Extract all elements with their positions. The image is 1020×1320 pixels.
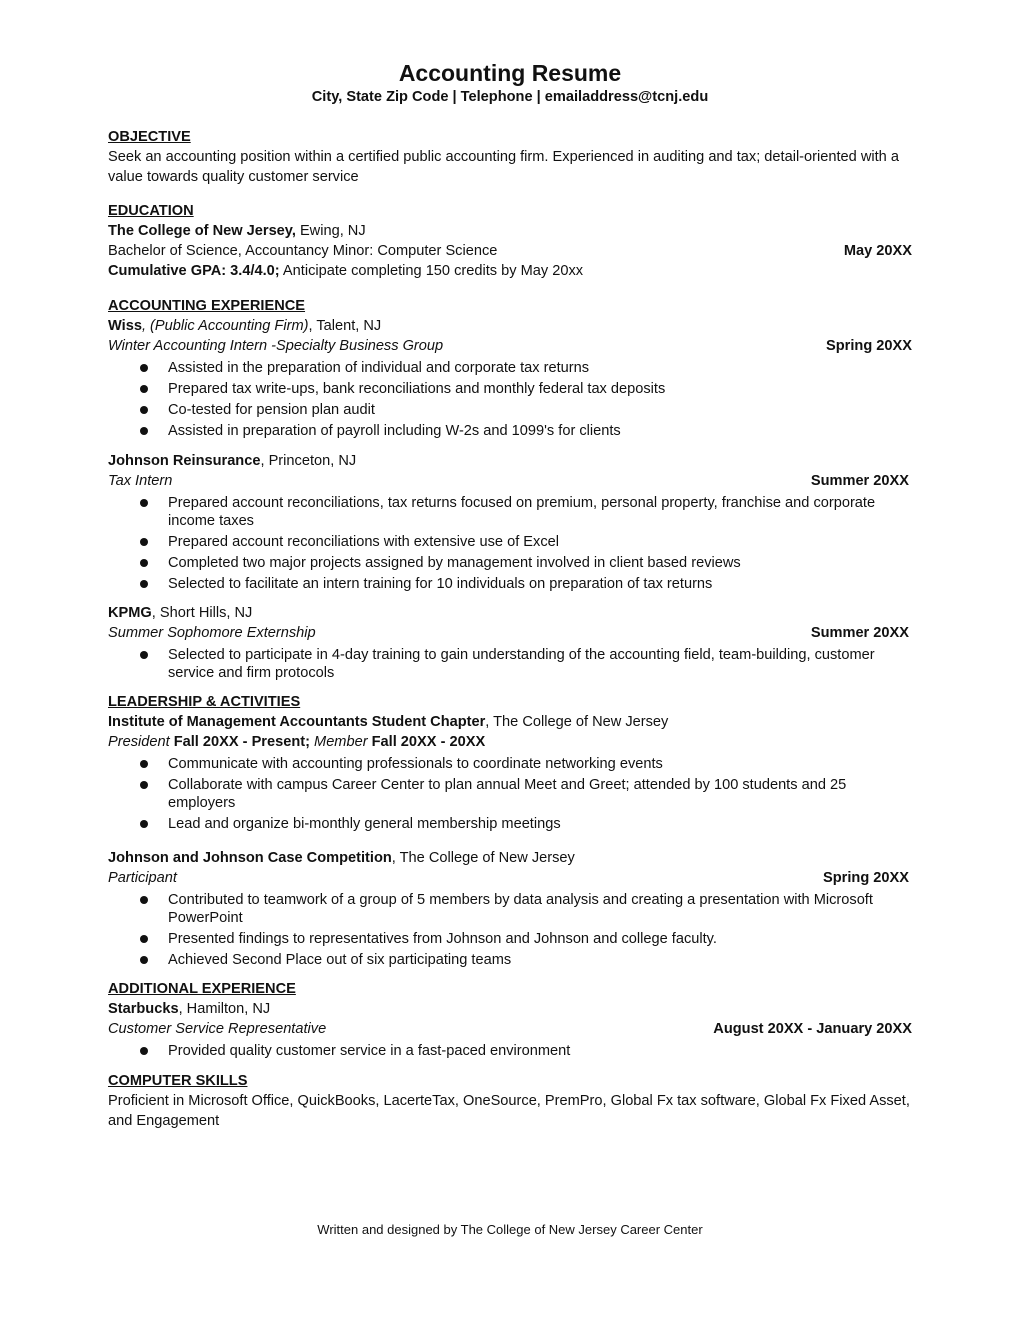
activity-date: Fall 20XX - 20XX bbox=[367, 734, 486, 750]
activity-bullets bbox=[108, 755, 912, 833]
job-role-row bbox=[108, 336, 912, 356]
computer-skills-section bbox=[108, 1071, 912, 1131]
job-role: Summer Sophomore Externship bbox=[108, 625, 316, 641]
activity-entry-case-competition bbox=[108, 848, 912, 972]
activity-date: Spring 20XX bbox=[823, 870, 909, 886]
additional-location: , Hamilton, NJ bbox=[178, 1001, 271, 1017]
additional-org: Starbucks bbox=[108, 1001, 179, 1017]
gpa-line bbox=[108, 261, 912, 281]
job-location: , Short Hills, NJ bbox=[151, 605, 253, 621]
leadership-heading: LEADERSHIP & ACTIVITIES bbox=[108, 694, 301, 710]
job-role: Tax Intern bbox=[108, 473, 173, 489]
education-heading: EDUCATION bbox=[108, 203, 194, 219]
activity-role-row bbox=[108, 868, 912, 888]
activity-org: Institute of Management Accountants Student Chapter bbox=[108, 714, 486, 730]
job-location: , Talent, NJ bbox=[308, 318, 382, 334]
job-org-note: , (Public Accounting Firm) bbox=[141, 318, 309, 334]
list-item: Collaborate with campus Career Center to plan annual Meet and Greet; attended by 100 students and 25 employers bbox=[108, 776, 912, 812]
additional-heading: ADDITIONAL EXPERIENCE bbox=[108, 981, 296, 997]
accounting-heading: ACCOUNTING EXPERIENCE bbox=[108, 298, 306, 314]
degree-text: Bachelor of Science, Accountancy Minor: Computer Science bbox=[108, 243, 498, 259]
additional-org-line bbox=[108, 999, 912, 1019]
additional-bullets bbox=[108, 1042, 912, 1060]
activity-role: Member bbox=[309, 734, 368, 750]
list-item: Selected to participate in 4-day training to gain understanding of the accounting field, team-building, customer service and firm protocols bbox=[108, 646, 912, 682]
contact-line: City, State Zip Code | Telephone | emailaddress@tcnj.edu bbox=[311, 89, 709, 105]
education-degree-row bbox=[108, 241, 912, 261]
list-item: Selected to facilitate an intern training for 10 individuals on preparation of tax returns bbox=[108, 575, 912, 593]
job-bullets bbox=[108, 359, 912, 440]
job-date: Spring 20XX bbox=[826, 338, 912, 354]
list-item: Contributed to teamwork of a group of 5 members by data analysis and creating a presentation with Microsoft PowerPoint bbox=[108, 891, 912, 927]
degree-date: May 20XX bbox=[843, 243, 912, 259]
activity-bullets bbox=[108, 891, 912, 969]
activity-role: President bbox=[108, 734, 170, 750]
job-org: Wiss bbox=[108, 318, 142, 334]
activity-location: , The College of New Jersey bbox=[485, 714, 669, 730]
job-bullets bbox=[108, 646, 912, 682]
activity-roles-line bbox=[108, 732, 912, 752]
footer-credit: Written and designed by The College of New Jersey Career Center bbox=[317, 1222, 703, 1237]
job-role-row bbox=[108, 471, 912, 491]
resume-title: Accounting Resume bbox=[398, 60, 622, 86]
list-item: Achieved Second Place out of six participating teams bbox=[108, 951, 912, 969]
list-item: Assisted in preparation of payroll including W-2s and 1099's for clients bbox=[108, 422, 912, 440]
job-date: Summer 20XX bbox=[810, 473, 909, 489]
job-location: , Princeton, NJ bbox=[260, 453, 357, 469]
list-item: Assisted in the preparation of individual and corporate tax returns bbox=[108, 359, 912, 377]
accounting-experience-section bbox=[108, 296, 912, 443]
school-name: The College of New Jersey, bbox=[108, 223, 296, 239]
gpa-label: Cumulative GPA: 3.4/4.0; bbox=[108, 263, 280, 279]
list-item: Prepared tax write-ups, bank reconciliations and monthly federal tax deposits bbox=[108, 380, 912, 398]
education-school-line bbox=[108, 221, 912, 241]
activity-role: Participant bbox=[108, 870, 177, 886]
school-location: Ewing, NJ bbox=[295, 223, 366, 239]
activity-date: Fall 20XX - Present; bbox=[169, 734, 310, 750]
resume-header bbox=[0, 59, 1020, 107]
job-org-line bbox=[108, 316, 912, 336]
education-section bbox=[108, 201, 912, 281]
list-item: Communicate with accounting professionals to coordinate networking events bbox=[108, 755, 912, 773]
gpa-note: Anticipate completing 150 credits by May 20xx bbox=[279, 263, 584, 279]
list-item: Completed two major projects assigned by management involved in client based reviews bbox=[108, 554, 912, 572]
job-entry-johnson-reinsurance bbox=[108, 451, 912, 596]
list-item: Prepared account reconciliations, tax returns focused on premium, personal property, franchise and corporate income taxes bbox=[108, 494, 912, 530]
list-item: Prepared account reconciliations with extensive use of Excel bbox=[108, 533, 912, 551]
activity-org-line bbox=[108, 712, 912, 732]
job-org-line bbox=[108, 451, 912, 471]
additional-date: August 20XX - January 20XX bbox=[713, 1021, 912, 1037]
job-role-row bbox=[108, 623, 912, 643]
job-bullets bbox=[108, 494, 912, 593]
job-date: Summer 20XX bbox=[810, 625, 909, 641]
list-item: Provided quality customer service in a fast-paced environment bbox=[108, 1042, 912, 1060]
activity-org: Johnson and Johnson Case Competition bbox=[108, 850, 392, 866]
skills-heading: COMPUTER SKILLS bbox=[108, 1073, 248, 1089]
activity-org-line bbox=[108, 848, 912, 868]
job-org-line bbox=[108, 603, 912, 623]
additional-experience-section bbox=[108, 979, 912, 1063]
objective-text: Seek an accounting position within a certified public accounting firm. Experienced in auditing and tax; detail-oriented with a value towards quality customer service bbox=[108, 149, 899, 185]
job-org: KPMG bbox=[108, 605, 152, 621]
additional-role-row bbox=[108, 1019, 912, 1039]
leadership-section bbox=[108, 692, 912, 836]
objective-heading: OBJECTIVE bbox=[108, 129, 191, 145]
job-entry-kpmg bbox=[108, 603, 912, 685]
job-org: Johnson Reinsurance bbox=[108, 453, 261, 469]
list-item: Co-tested for pension plan audit bbox=[108, 401, 912, 419]
job-entry-wiss bbox=[108, 316, 912, 440]
objective-section bbox=[108, 127, 912, 187]
job-role: Winter Accounting Intern -Specialty Business Group bbox=[108, 338, 444, 354]
skills-text: Proficient in Microsoft Office, QuickBooks, LacerteTax, OneSource, PremPro, Global Fx tax software, Global Fx Fixed Asset, and Engagement bbox=[108, 1093, 910, 1129]
activity-location: , The College of New Jersey bbox=[391, 850, 575, 866]
list-item: Lead and organize bi-monthly general membership meetings bbox=[108, 815, 912, 833]
additional-role: Customer Service Representative bbox=[108, 1021, 327, 1037]
list-item: Presented findings to representatives from Johnson and Johnson and college faculty. bbox=[108, 930, 912, 948]
